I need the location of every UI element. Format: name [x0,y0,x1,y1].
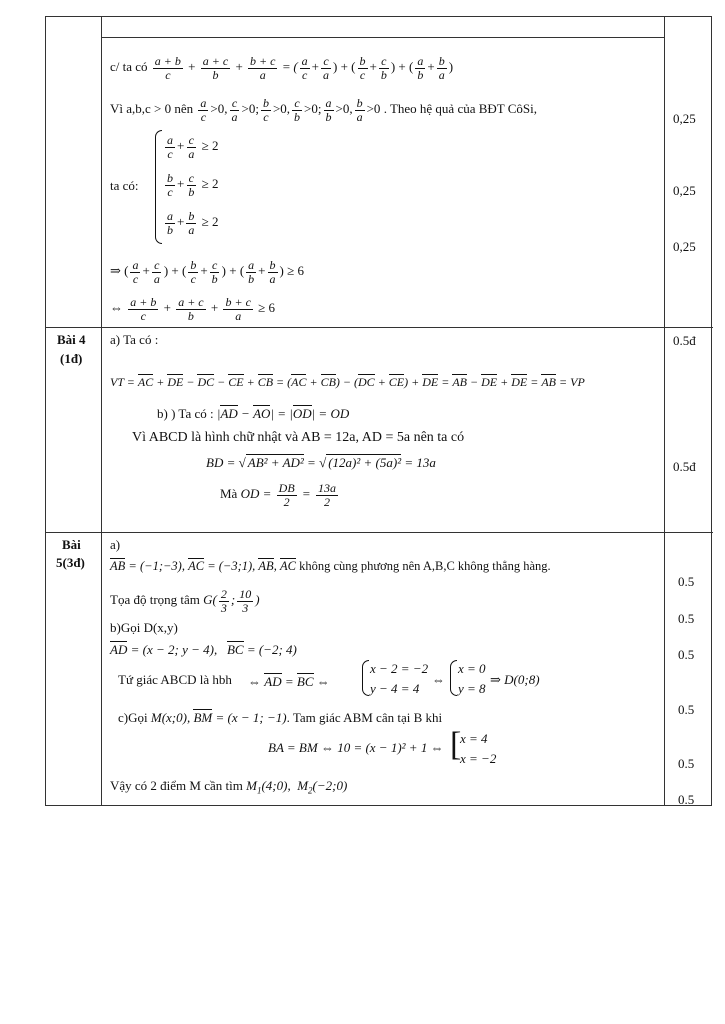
s3-system-row3: $\frac{a}{b}$ + $\frac{b}{a}$ ≥ 2 [167,209,219,237]
bai5-c-line3-text: Vậy có 2 điểm M cần tìm [110,778,243,793]
s3-system-row1: $\frac{a}{c}$ + $\frac{c}{a}$ ≥ 2 [167,133,219,161]
bai4-a-text: a) Ta có : [110,332,159,347]
bai4-b-line4: Mà OD = $\frac{DB}{2}$ = $\frac{13a}{2}$ [220,481,336,509]
bai5-c-label: c)Gọi [118,710,148,725]
row-divider-top [101,37,664,38]
bai5-b-sys1-row1: x − 2 = −2 [370,661,429,676]
bai5-points: 5(3đ) [56,555,85,570]
bai5-c-line1: c)Gọi M(x;0), BM = (x − 1; −1). Tam giác ABM cân tại B khi [118,710,443,725]
bai5-c-line2: BA = BM ⇔ 10 = (x − 1)² + 1 ⇔ [268,740,444,755]
bai5-b-equiv: ⇔ [432,672,445,687]
s3-line2-suffix: . Theo hệ quả của BĐT CôSi, [383,101,538,117]
bai5-score-3: 0.5 [678,647,695,662]
bai5-b-label: b)Gọi D(x,y) [110,620,178,635]
s3-score-2: 0,25 [673,183,696,198]
bai5-score-5: 0.5 [678,756,695,771]
bai4-b-line4-prefix: Mà [220,486,238,502]
bai5-label: Bài [62,537,81,552]
column-divider-1 [101,17,102,805]
bai4-b-line2: Vì ABCD là hình chữ nhật và AB = 12a, AD = 5a nên ta có [132,430,465,445]
row-divider-bai4 [46,327,713,328]
s3-system-row2: $\frac{b}{c}$ + $\frac{c}{b}$ ≥ 2 [167,171,219,199]
s3-score-3: 0,25 [673,239,696,254]
bai5-c-text: . Tam giác ABM cân tại B khi [286,710,443,725]
bai5-c-bracket: [ [450,726,462,763]
bai5-a-line1-text: không cùng phương nên A,B,C không thẳng hàng. [299,559,551,573]
bai5-b-line2: AD = (x − 2; y − 4), BC = (−2; 4) [110,642,297,657]
bai4-points: (1đ) [60,351,83,366]
bai4-b-line3: BD = √ AB² + AD² = √ (12a)² + (5a)² = 13a [206,455,436,470]
bai5-score-2: 0.5 [678,611,695,626]
s3-line2: Vì a,b,c > 0 nên $\frac{a}{c}$ >0, $\frac{c}{a}$ >0; $\frac{b}{c}$ >0, $\frac{c}{b}$ >0; $\frac{a}{b}$ >0, $\frac{b}{a}$ >0 . Theo hệ quả của BĐT CôSi, [110,96,538,124]
bai4-label: Bài 4 [57,332,86,347]
bai5-b-sys2-row1: x = 0 [458,661,486,676]
bai5-c-root1: x = 4 [460,731,488,746]
s3-implies: ⇒ ( $\frac{a}{c}$ + $\frac{c}{a}$ ) + ( $\frac{b}{c}$ + $\frac{c}{b}$ ) + ( $\frac{a}{b}$ + $\frac{b}{a}$ ) ≥ 6 [110,258,304,286]
bai5-a-line2: Tọa độ trọng tâm G( $\frac{2}{3}$ ; $\frac{10}{3}$ ) [110,587,260,615]
bai5-a-label: a) [110,537,121,552]
bai4-a-math: VT = AC + DE − DC − CE + CB = (AC + CB) − (DC + CE) + DE = AB − DE + DE = AB = VP [110,375,585,389]
bai5-b-line3-text: Tứ giác ABCD là hbh [118,672,232,687]
bai5-b-sys2-row2: y = 8 [458,681,486,696]
bai5-b-sys1-row2: y − 4 = 4 [370,681,420,696]
bai4-score-a: 0.5đ [673,333,696,348]
bai5-a-line2-text: Tọa độ trọng tâm [110,592,200,608]
bai5-a-line1: AB = (−1;−3), AC = (−3;1), AB, AC không cùng phương nên A,B,C không thẳng hàng. [110,559,551,573]
bai5-score-4: 0.5 [678,702,695,717]
s3-equiv: ⇔ $\frac{a + b}{c}$ + $\frac{a + c}{b}$ + $\frac{b + c}{a}$ ≥ 6 [110,295,276,323]
bai5-c-root2: x = −2 [460,751,497,766]
s3-line1: c/ ta có $\frac{a + b}{c}$ + $\frac{a + c}{b}$ + $\frac{b + c}{a}$ = ( $\frac{a}{c}$ + $\frac{c}{a}$ ) + ( $\frac{b}{c}$ + $\frac{c}{b}$ ) + ( $\frac{a}{b}$ + $\frac{b}{a}$ ) [110,54,454,82]
bai5-score-6: 0.5 [678,792,695,807]
bai5-b-brace-1 [362,660,369,696]
bai5-b-brace-2 [450,660,457,696]
s3-system-brace [155,130,162,244]
bai5-b-line3-eq1: ⇔ AD = BC ⇔ [248,674,330,689]
s3-line1-prefix: c/ ta có [110,59,148,75]
s3-line2-text: Vì a,b,c > 0 nên [110,101,194,117]
bai4-b-text: b) ) Ta có : [157,406,214,421]
column-divider-2 [664,17,665,805]
bai4-b-line: b) ) Ta có : |AD − AO| = |OD| = OD [157,406,350,421]
row-divider-bai5 [46,532,713,533]
bai5-c-line3: Vậy có 2 điểm M cần tìm $M_1(4;0)$, $M_2(-2;0)$ [110,778,348,796]
s3-line3-prefix: ta có: [110,178,139,193]
bai5-b-result: ⇒ D(0;8) [490,672,540,687]
s3-score-1: 0,25 [673,111,696,126]
bai4-score-b: 0.5đ [673,459,696,474]
bai5-score-1: 0.5 [678,574,695,589]
